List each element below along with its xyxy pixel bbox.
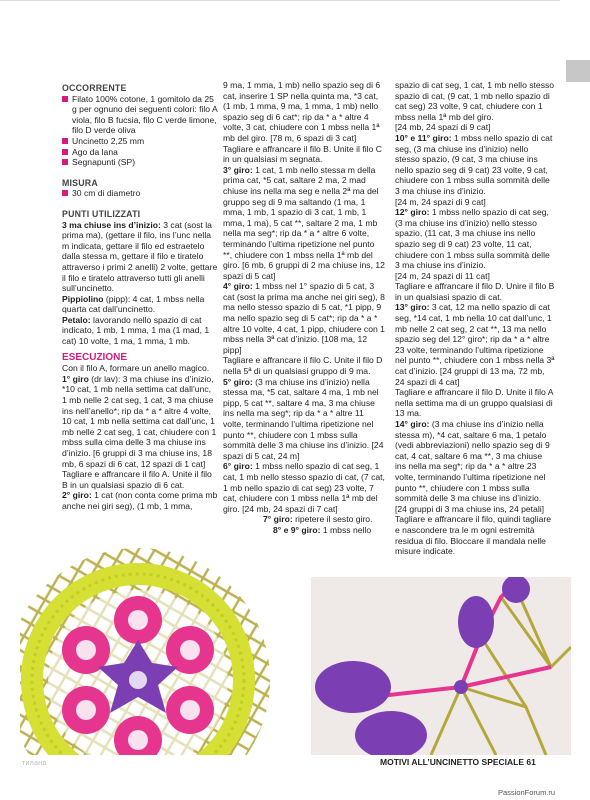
punti-heading: PUNTI UTILIZZATI [62, 208, 141, 219]
material-item: Filato 100% cotone, 1 gomitolo da 25 g per ognuno dei seguenti colori: filo A viola, filo B fucsia, filo C verde limone, filo D verde oliva [62, 94, 218, 136]
mandala-photo [20, 545, 283, 755]
round-instruction: 6° giro: 1 mbss nello spazio di cat seg, 1 cat, 1 mb nello stesso spazio di cat, (7 cat, 1 mb nello spazio di cat seg) 23 volte, 7 cat, chiudere con 1 mbss nella 1ª mb del giro. [24 mb, 24 spazi di 7 cat] [223, 461, 385, 514]
stitch-term: Petalo: [62, 314, 91, 325]
round-instruction: 14° giro: (3 ma chiuse ins d’inizio nella stessa m), *4 cat, saltare 6 ma, 1 petalo (vedi abbreviazioni) nello spazio seg di 9 cat, 4 cat, saltare 6 ma **, 3 ma chiuse ins nella ma seg*; rip da * a * altre 23 volte, terminando l’ultima ripetizione nel punto **, chiudere con 1 mbss sulla sommità delle 3 ma chiuse ins d’inizio. [395, 419, 550, 504]
round-instruction: 12° giro: 1 mbss nello spazio di cat seg, (3 ma chiuse ins d’inizio) nello stesso spazio, (11 cat, 3 ma chiuse ins nello spazio seg di 9 cat) 23 volte, 11 cat, chiudere con 1 mbss sulla sommità delle 3 ma chiuse ins d’inizio. [395, 207, 550, 271]
instruction-text: [24 mb, 24 spazi di 9 cat] [395, 122, 491, 133]
instruction-text: 9 ma, 1 mma, 1 mb) nello spazio seg di 6 cat, inserire 1 SP nella quinta ma, *3 cat, (1 mb, 1 mma, 9 ma, 1 mma, 1 mb) nello spazio seg di 6 cat*; rip da * a * altre 4 volte, 3 cat, chiudere con 1 mbss nella 1ª mb del giro. [78 m, 6 spazi di 3 cat] [223, 80, 381, 143]
stitch-term: 3 ma chiuse ins d’inizio: [62, 219, 161, 230]
watermark: PassionForum.ru [498, 788, 556, 797]
petal-edge-illustration [311, 577, 571, 755]
mandala-illustration [20, 545, 283, 755]
instruction-text: Con il filo A, formare un anello magico. [62, 363, 210, 374]
misura-heading: MISURA [62, 177, 98, 188]
instruction-text: spazio di cat seg, 1 cat, 1 mb nello stesso spazio di cat, (9 cat, 1 mb nello spazio di cat seg) 23 volte, 9 cat, chiudere con 1 mbss nella 1ª mb del giro. [395, 80, 555, 122]
round-instruction: 13° giro: 3 cat, 12 ma nello spazio di cat seg, *14 cat, 1 mb nella 10 cat dall’unc, 1 mb nelle 2 cat seg, 2 cat **, 13 ma nello spazio seg del 12° giro*; rip da * a * altre 23 volte, terminando l’ultima ripetizione nel punto **, chiudere con 1 mbss nella 3ª cat d’inizio. [24 gruppi di 13 ma, 72 mb, 24 spazi di 4 cat] [395, 302, 555, 387]
material-item: Ago da lana [62, 147, 218, 158]
material-item: Uncinetto 2,25 mm [62, 136, 218, 147]
instruction-text: [24 m, 24 spazi di 9 cat] [395, 196, 486, 207]
round-instruction: 7° giro: ripetere il sesto giro. [263, 514, 373, 525]
instruction-text: Tagliare e affrancare il filo C. Unite il filo D nella 5ª di un qualsiasi gruppo di 9 ma. [223, 355, 383, 377]
round-instruction: 8° e 9° giro: 1 mbss nello [273, 524, 372, 535]
round-instruction: 4° giro: 1 mbss nel 1° spazio di 5 cat, 3 cat (sost la prima ma anche nei giri seg), 8 ma nello stesso spazio di 5 cat, *1 pipp, 9 ma nello spazio seg di 5 cat*; rip da * a * altre 10 volte, 4 cat, 1 pipp, chiudere con 1 mbss nella 3ª cat d’inizio. [108 ma, 12 pipp] [223, 281, 385, 355]
petal-edge-photo [311, 577, 571, 755]
page-corner-tab [566, 60, 590, 82]
round-instruction: 10° e 11° giro: 1 mbss nello spazio di cat seg, (3 ma chiuse ins d’inizio) nello stesso spazio, (9 cat, 3 ma chiuse ins nello spazio seg di 9 cat) 23 volte, 9 cat, chiudere con 1 mbss sulla sommità delle 3 ma chiuse ins d’inizio. [395, 132, 553, 196]
occorrente-heading: OCCORRENTE [62, 83, 127, 93]
column-1 [62, 80, 218, 512]
stitch-definition: Petalo: lavorando nello spazio di cat indicato, 1 mb, 1 mma, 1 ma (1 mad, 1 cat) 10 volte, 1 ma, 1 mma, 1 mb. [62, 314, 210, 347]
material-item: Segnapunti (SP) [62, 157, 218, 168]
round-instruction: 5° giro: (3 ma chiuse ins d’inizio) nella stessa ma, *5 cat, saltare 4 ma, 1 mb nel pipp, 5 cat **, saltare 4 ma, 3 ma chiuse ins nella ma seg*; rip da * a * altre 11 volte, terminando l’ultima ripetizione nel punto **, chiudere con 1 mbss sulla sommità delle 3 ma chiuse ins d’inizio. [24 spazi di 5 cat, 24 m] [223, 376, 384, 461]
instruction-text: Tagliare e affrancare il filo D. Unire il filo B in un qualsiasi spazio di cat. [395, 281, 555, 302]
column-2 [223, 80, 385, 536]
instruction-text: Tagliare e affrancare il filo B. Unite il filo C in un qualsiasi m segnata. [223, 143, 382, 165]
stitch-term: Pippiolino [62, 293, 104, 304]
instruction-text: Tagliare e affrancare il filo, quindi tagliare e nascondere tra le m ogni estremità residua di filo. Bloccare il mandala nelle misure indicate. [395, 514, 552, 557]
instruction-text: Tagliare e affrancare il filo D. Unite il filo A nella settima ma di un gruppo qualsiasi di 13 ma. [395, 387, 553, 419]
instruction-text: [24 m, 24 spazi di 11 cat] [395, 270, 490, 281]
round-instruction: 3° giro: 1 cat, 1 mb nello stessa m della prima cat, *5 cat, saltare 2 ma, 2 mad chiuse ins nella ma seg e nella 2ª ma del gruppo seg di 9 ma saltando (1 ma, 1 mma, 1 mb, 1 spazio di 3 cat, 1 mb, 1 mma, 1 ma), 5 cat **, saltare 2 ma, 1 mb nella ma seg*; rip da * a * altre 6 volte, terminando l’ultima ripetizione nel punto **, chiudere con 1 mbss nella 1ª mb del giro. [6 mb, 6 gruppi di 2 ma chiuse ins, 12 spazi di 5 cat] [223, 164, 385, 281]
esecuzione-heading: ESECUZIONE [62, 351, 128, 363]
round-instruction: 1° giro (dr lav): 3 ma chiuse ins d’inizio, *10 cat, 1 mb nella settima cat dall’unc, 1 mb nelle 2 cat seg, 1 cat, 3 ma chiuse ins nell’anello*; rip da * a * altre 4 volte, 10 cat, 1 mb nella settima cat dall’unc, 1 mb nelle 2 cat seg, 1 cat, chiudere con 1 mbss sulla cima delle 3 ma chiuse ins d’inizio. [6 gruppi di 3 ma chiuse ins, 18 mb, 6 spazi di 6 cat, 12 spazi di 1 cat] Tagliare e affrancare il filo A. Unite il filo B in un qualsiasi spazio di 6 cat. [62, 373, 217, 490]
stitch-definition: Pippiolino (pipp): 4 cat, 1 mbss nella quarta cat dall’uncinetto. [62, 293, 205, 315]
footer-credit: тилана [22, 760, 47, 767]
column-3 [395, 80, 555, 557]
size-item: 30 cm di diametro [62, 188, 218, 199]
round-instruction: 2° giro: 1 cat (non conta come prima mb anche nei giri seg), (1 mb, 1 mma, [62, 490, 218, 511]
page-footer: MOTIVI ALL’UNCINETTO SPECIALE 61 [380, 757, 536, 767]
stitch-definition: 3 ma chiuse ins d’inizio: 3 cat (sost la prima ma), (gettare il filo, ins l’unc nella m indicata, gettare il filo ed estraetelo dalla stessa m, gettare il filo e tiratelo attraverso i primi 2 anelli) 2 volte, gettare il filo e tiratelo attraverso tutti gli anelli sull’uncinetto. [62, 219, 218, 294]
instruction-text: [24 gruppi di 3 ma chiuse ins, 24 petali] [395, 503, 545, 514]
top-bar [0, 0, 590, 8]
